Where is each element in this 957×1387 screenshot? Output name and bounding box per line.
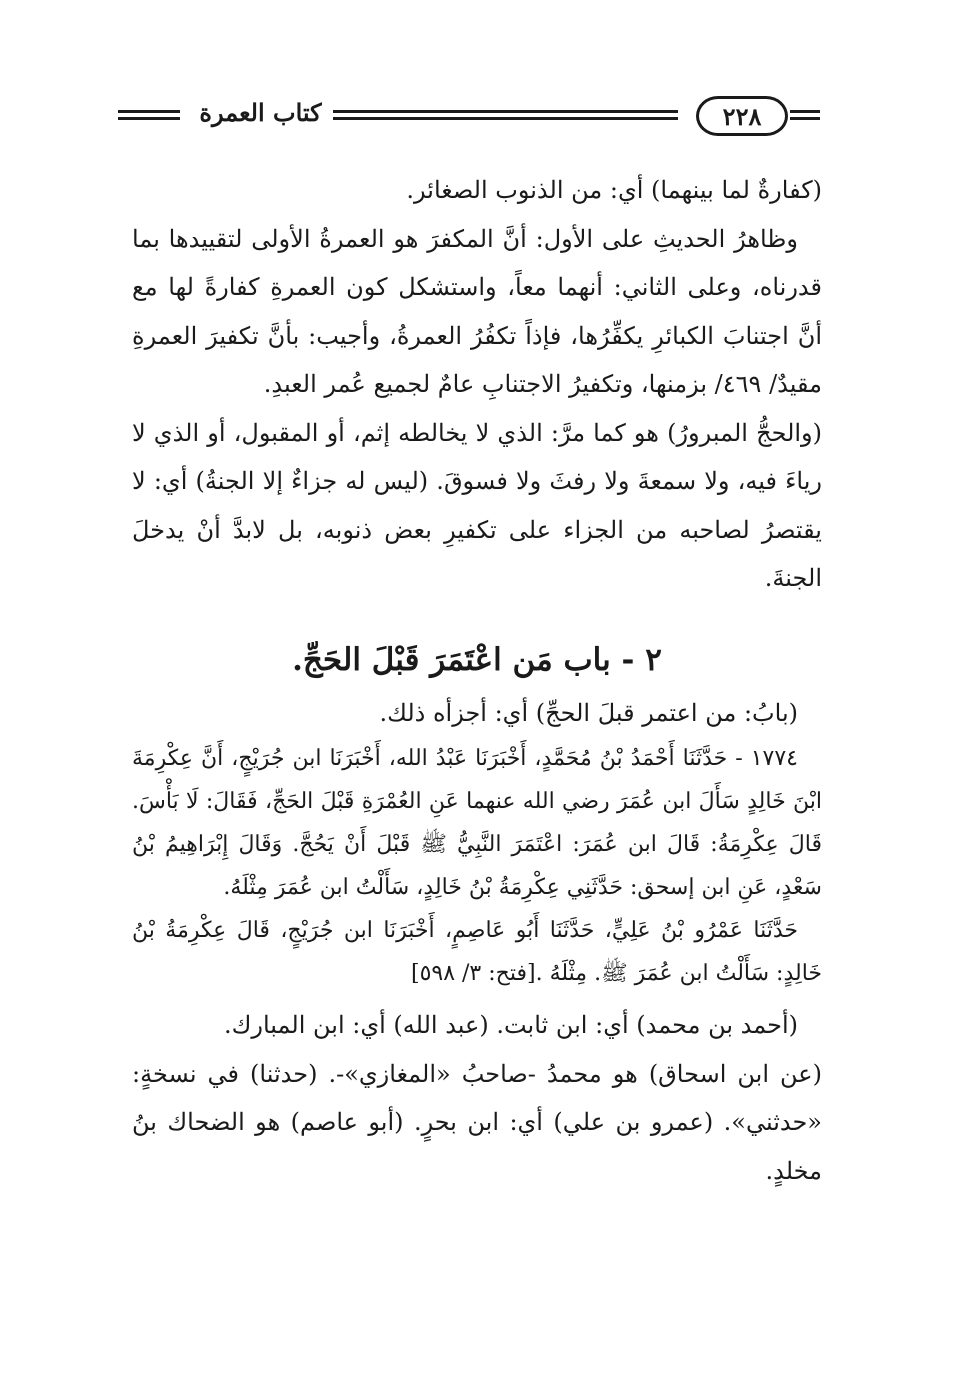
page-number: ٢٢٨ <box>696 96 788 136</box>
commentary-paragraph: وظاهرُ الحديثِ على الأول: أنَّ المكفرَ هو العمرةُ الأولى لتقييدها بما قدرناه، وعلى الثاني: أنهما معاً، واستشكل كون العمرةِ كفارةً لها مع أنَّ اجتنابَ الكبائرِ يكفِّرُها، فإذاً تكفُرُ العمرةُ، وأجيب: بأنَّ تكفيرَ العمرةِ مقيدٌ/ ٤٦٩/ بزمنها، وتكفيرُ الاجتنابِ عامٌ لجميع عُمر العبدِ. <box>132 224 822 398</box>
commentary-paragraph: (أحمد بن محمد) أي: ابن ثابت. (عبد الله) أي: ابن المبارك. <box>223 1011 798 1039</box>
hadith-text: حَدَّثَنَا عَمْرُو بْنُ عَلِيٍّ، حَدَّثَنَا أَبُو عَاصِمٍ، أَخْبَرَنَا ابن جُرَيْجٍ، قَالَ عِكْرِمَةُ بْنُ خَالِدٍ: سَأَلْتُ ابن عُمَرَ ﷺ. مِثْلَهُ .[فتح: ٣/ ٥٩٨] <box>132 918 822 986</box>
running-title: كتاب العمرة <box>199 98 322 127</box>
commentary-paragraph: (كفارةٌ لما بينهما) أي: من الذنوب الصغائر. <box>406 176 822 204</box>
header-rule-left <box>118 110 180 124</box>
commentary-paragraph: (والحجُّ المبرورُ) هو كما مرَّ: الذي لا يخالطه إثم، أو المقبول، أو الذي لا رياءَ فيه، ولا سمعةَ ولا رفثَ ولا فسوقَ. (ليس له جزاءٌ إلا الجنةُ) أي: لا يقتصرُ لصاحبه من الجزاء على تكفيرِ بعض ذنوبه، بل لابدَّ أنْ يدخلَ الجنةَ. <box>132 418 822 592</box>
page-body <box>132 166 822 1195</box>
hadith-text: ١٧٧٤ - حَدَّثَنَا أَحْمَدُ بْنُ مُحَمَّدٍ، أَخْبَرَنَا عَبْدُ الله، أَخْبَرَنَا ابن جُرَيْجٍ، أَنَّ عِكْرِمَةَ ابْنَ خَالِدٍ سَأَلَ ابن عُمَرَ رضي الله عنهما عَنِ العُمْرَةِ قَبْلَ الحَجِّ، فَقَالَ: لَا بَأْسَ. قَالَ عِكْرِمَةُ: قَالَ ابن عُمَرَ: اعْتَمَرَ النَّبِيُّ ﷺ قَبْلَ أَنْ يَحُجَّ. وَقَالَ إِبْرَاهِيمُ بْنُ سَعْدٍ، عَنِ ابن إسحق: حَدَّثَنِي عِكْرِمَةُ بْنُ خَالِدٍ، سَأَلْتُ ابن عُمَرَ مِثْلَهُ. <box>132 746 823 900</box>
commentary-paragraph: (عن ابن اسحاق) هو محمدُ -صاحبُ «المغازي»-. (حدثنا) في نسخةٍ: «حدثني». (عمرو بن علي) أي: ابن بحرٍ. (أبو عاصم) هو الضحاك بنُ مخلدٍ. <box>132 1059 822 1185</box>
header-rule-middle <box>333 110 678 124</box>
chapter-title: ٢ - باب مَن اعْتَمَرَ قَبْلَ الحَجِّ. <box>292 641 662 678</box>
chapter-explanation: (بابُ: من اعتمر قبلَ الحجِّ) أي: أجزأه ذلك. <box>379 698 798 727</box>
header-rule-right <box>790 110 820 124</box>
page-header <box>108 92 838 148</box>
